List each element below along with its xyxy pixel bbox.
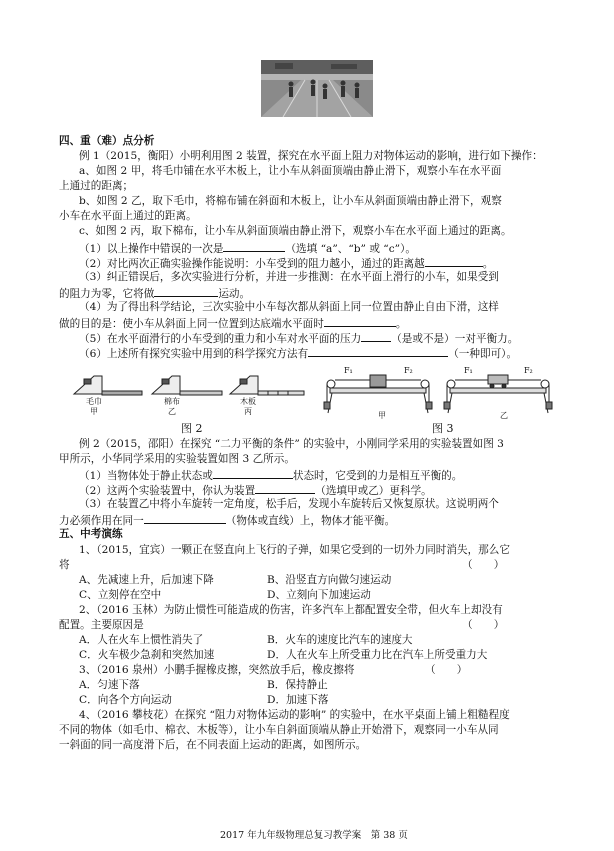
text-segment: 做的目的是：使小车从斜面上同一位置到达底端水平面时	[59, 318, 324, 330]
text-line: （4）为了得出科学结论，三次实验中小车每次都从斜面上同一位置由静止自由下滑，这样	[79, 301, 499, 313]
text-line: 4、（2016 攀枝花）在探究 “阻力对物体运动的影响” 的实验中，在水平桌面上铺上粗糙程度	[79, 709, 510, 721]
text-line: 小车在水平面上通过的距离。	[59, 210, 197, 222]
text-segment: 。	[395, 318, 407, 330]
text-line: b、如图 2 乙，取下毛巾，将棉布铺在斜面和木板上，让小车从斜面顶端由静止滑下，观察	[79, 195, 502, 207]
text-line: 3、（2016 泉州）小鹏手握橡皮擦，突然放手后，橡皮擦将	[79, 664, 355, 676]
question-line	[79, 467, 462, 483]
answer-blank[interactable]	[255, 482, 315, 494]
figure-3-caption: 图 3	[432, 422, 454, 435]
fig2-label-wood: 木板	[240, 397, 256, 406]
fig3b-f2: F₂	[524, 366, 533, 375]
fig3a-f1: F₁	[344, 366, 353, 375]
option-a[interactable]: A、先减速上升，后加速下降	[79, 574, 214, 586]
text-segment: （物体或直线）上，物体才能平衡。	[225, 515, 396, 527]
text-segment: （2）对比两次正确实验操作能说明：小车受到的阻力越小，通过的距离越	[79, 258, 425, 270]
text-line: 将	[59, 559, 70, 571]
option-d[interactable]: D．加速下落	[267, 694, 329, 706]
answer-blank[interactable]	[154, 285, 218, 297]
fig3-sub-b: 乙	[500, 411, 508, 420]
text-segment: （2）这两个实验装置中，你认为装置	[79, 485, 256, 497]
text-segment: 运动。	[218, 288, 251, 300]
answer-blank[interactable]	[308, 345, 448, 357]
figure-3-apparatus	[322, 358, 554, 420]
section-heading: 五、中考演练	[59, 528, 123, 540]
text-line: 上通过的距离；	[59, 180, 134, 192]
text-line: c、如图 2 丙，取下棉布，让小车从斜面顶端由静止滑下，观察小车在水平面上通过的距离。	[79, 225, 512, 237]
text-segment: 力必须作用在同一	[59, 515, 144, 527]
option-a[interactable]: A．匀速下落	[79, 679, 140, 691]
fig3a-f2: F₂	[404, 366, 413, 375]
text-segment: （1）以上操作中错误的一次是	[79, 243, 224, 255]
text-line: 甲所示，小华同学采用的实验装置如图 3 乙所示。	[59, 453, 295, 465]
runners-photo	[261, 60, 373, 117]
answer-blank[interactable]	[213, 467, 293, 479]
answer-paren[interactable]: （ ）	[462, 619, 505, 631]
answer-blank[interactable]	[324, 315, 396, 327]
answer-blank[interactable]	[361, 330, 391, 342]
text-segment: （6）上述所有探究实验中用到的科学探究方法有	[79, 348, 309, 360]
question-line	[59, 512, 395, 528]
option-b[interactable]: B．火车的速度比汽车的速度大	[267, 634, 413, 646]
question-line	[59, 315, 406, 331]
answer-blank[interactable]	[144, 512, 226, 524]
question-line	[79, 330, 518, 346]
text-line: 2、（2016 玉林）为防止惯性可能造成的伤害，许多汽车上都配置安全带，但火车上却没有	[79, 604, 503, 616]
text-segment: （一种即可）。	[448, 348, 518, 360]
fig2-label-cotton: 棉布	[164, 397, 180, 406]
option-d[interactable]: D、立刻向下加速运动	[267, 589, 371, 601]
option-d[interactable]: D．人在火车上所受重力比在汽车上所受重力大	[267, 649, 488, 661]
text-line: 例 1（2015，衡阳）小明利用图 2 装置，探究在水平面上阻力对物体运动的影响，进行如下操作：	[79, 150, 543, 162]
section-heading: 四、重（难）点分析	[59, 135, 155, 147]
option-b[interactable]: B．保持静止	[267, 679, 328, 691]
text-segment: （选填 “a”、“b” 或 “c”）。	[285, 243, 416, 255]
question-line	[79, 255, 493, 271]
text-segment: （1）当物体处于静止状态或	[79, 470, 213, 482]
fig2-sub-b: 乙	[168, 407, 176, 416]
figure-2-ramps	[72, 364, 308, 414]
text-segment: （是或不是）一对平衡力。	[391, 333, 519, 345]
text-segment: 的阻力为零，它将做	[59, 288, 155, 300]
question-line	[59, 285, 250, 301]
option-c[interactable]: C．向各个方向运动	[79, 694, 172, 706]
fig2-label-towel: 毛巾	[86, 397, 102, 406]
runners-photo-graphic	[261, 60, 373, 117]
answer-blank[interactable]	[223, 240, 285, 252]
text-line: 不同的物体（如毛巾、棉衣、木板等），让小车自斜面顶端从静止开始滑下，观察同一小车从同	[59, 724, 499, 736]
text-line: 一斜面的同一高度滑下后，在不同表面上运动的距离，如图所示。	[59, 739, 367, 751]
answer-blank[interactable]	[425, 255, 483, 267]
text-segment: 。	[482, 258, 494, 270]
question-line	[79, 482, 432, 498]
option-a[interactable]: A．人在火车上惯性消失了	[79, 634, 204, 646]
answer-paren[interactable]: （ ）	[425, 664, 468, 676]
fig2-sub-c: 丙	[244, 407, 252, 416]
text-line: 配置。主要原因是	[59, 619, 144, 631]
fig3-sub-a: 甲	[378, 411, 386, 420]
text-line: （3）在装置乙中将小车旋转一定角度，松手后，发现小车旋转后又恢复原状。这说明两个	[79, 498, 499, 510]
fig2-sub-a: 甲	[90, 407, 98, 416]
option-b[interactable]: B、沿竖直方向做匀速运动	[267, 574, 392, 586]
option-c[interactable]: C、立刻停在空中	[79, 589, 162, 601]
text-line: 1、（2015，宜宾）一颗正在竖直向上飞行的子弹，如果它受到的一切外力同时消失，那么它	[79, 544, 510, 556]
option-c[interactable]: C．火车极少急刹和突然加速	[79, 649, 215, 661]
text-segment: （选填甲或乙）更科学。	[315, 485, 432, 497]
fig3b-f1: F₁	[464, 366, 473, 375]
page-footer: 2017 年九年级物理总复习教学案 第 38 页	[220, 830, 408, 841]
figure-2-caption: 图 2	[181, 422, 203, 435]
answer-paren[interactable]: （ ）	[462, 559, 505, 571]
question-line	[79, 240, 416, 256]
text-segment: 状态时，它受到的力是相互平衡的。	[292, 470, 463, 482]
text-line: （3）纠正错误后，多次实验进行分析，并进一步推测：在水平面上滑行的小车，如果受到	[79, 271, 499, 283]
text-line: a、如图 2 甲，将毛巾铺在水平木板上，让小车从斜面顶端由静止滑下，观察小车在水平面	[79, 165, 502, 177]
text-line: 例 2（2015，邵阳）在探究 “二力平衡的条件” 的实验中，小刚同学采用的实验装置如图 3	[79, 438, 504, 450]
text-segment: （5）在水平面滑行的小车受到的重力和小车对水平面的压力	[79, 333, 362, 345]
